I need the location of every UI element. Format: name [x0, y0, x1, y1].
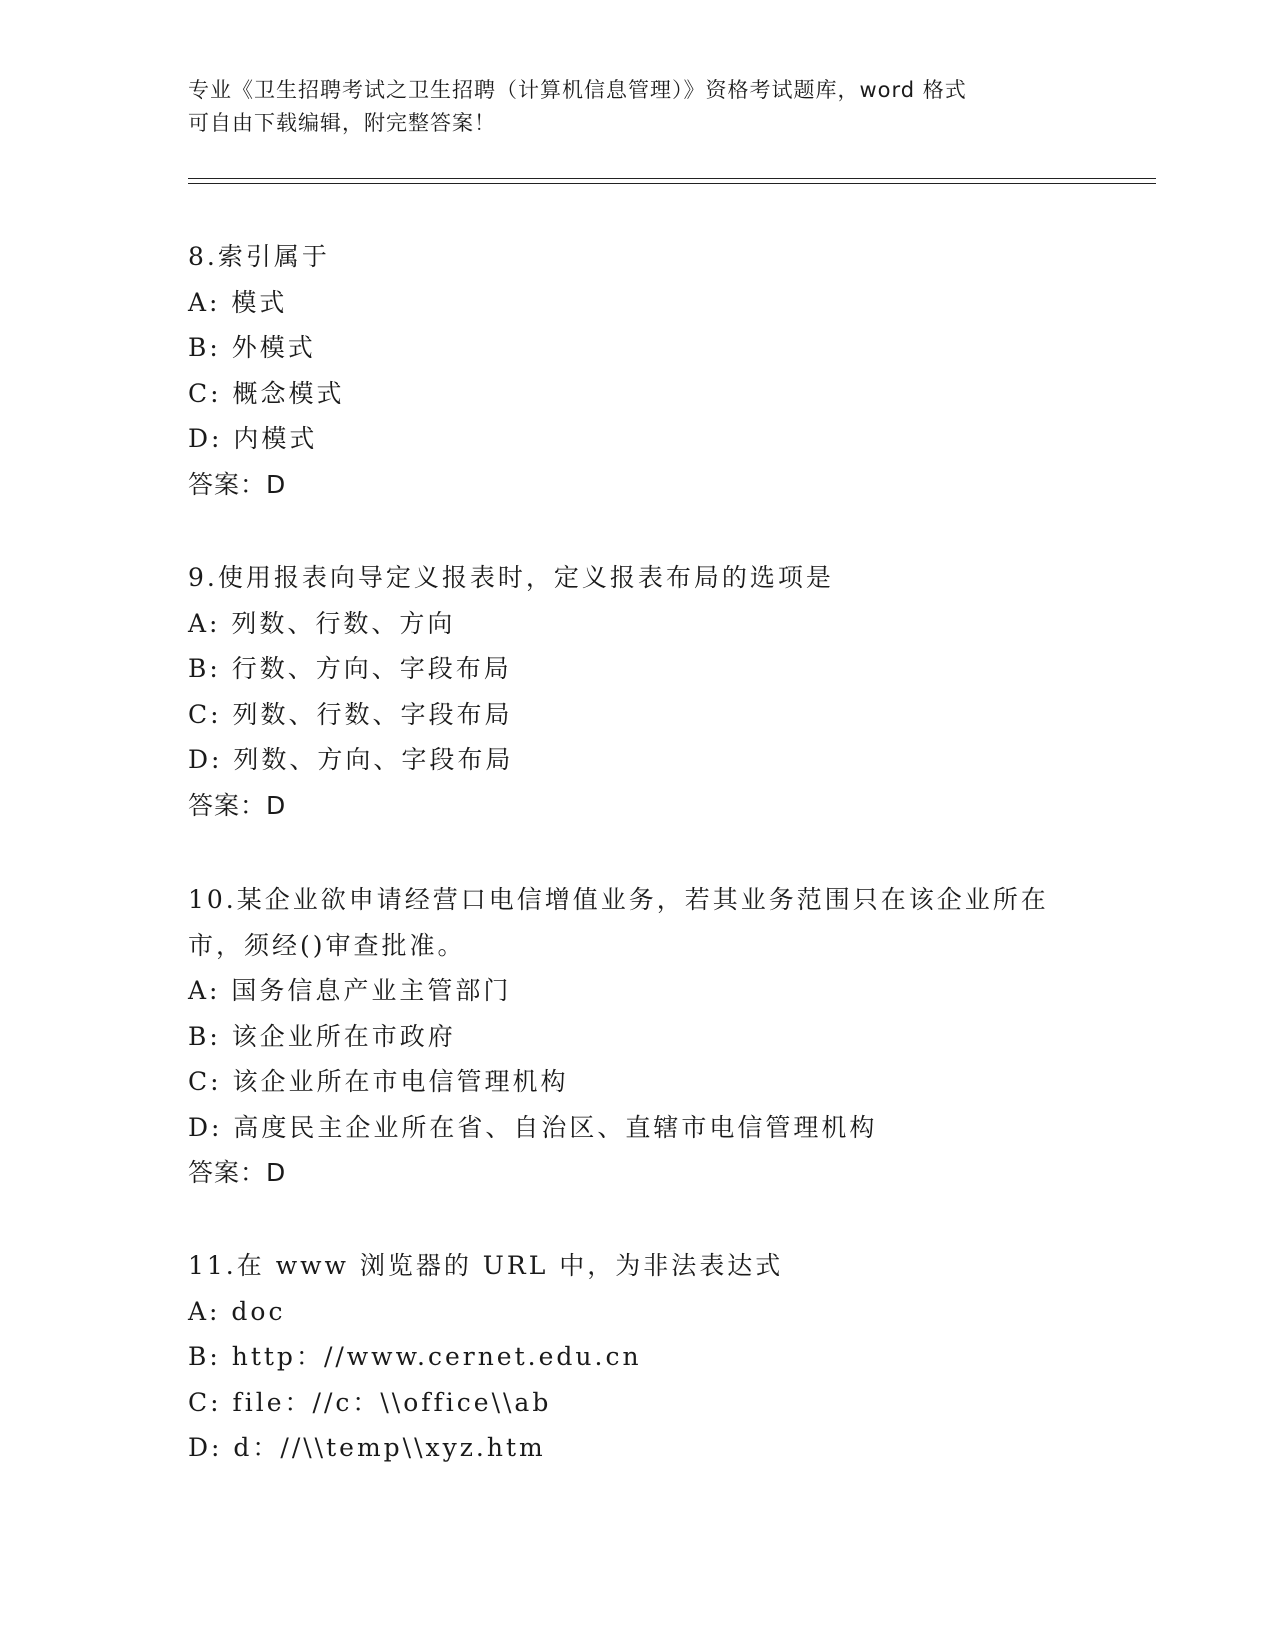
- question-8: [188, 234, 1088, 507]
- question-stem: 9.使用报表向导定义报表时，定义报表布局的选项是: [188, 563, 834, 592]
- option-c: C: 列数、行数、字段布局: [188, 699, 513, 729]
- question-10: [188, 877, 1088, 1196]
- option-a: A: 国务信息产业主管部门: [188, 976, 512, 1005]
- option-b: B: 行数、方向、字段布局: [188, 654, 512, 683]
- option-a: A: 列数、行数、方向: [188, 608, 456, 638]
- question-11: [188, 1243, 1088, 1471]
- option-a: A: 模式: [188, 287, 288, 317]
- option-d: D: 内模式: [188, 424, 318, 453]
- header-divider-bottom: [188, 183, 1156, 184]
- option-d: D: d：//\\temp\\xyz.htm: [188, 1433, 546, 1462]
- option-b: B: http：//www.cernet.edu.cn: [188, 1342, 642, 1371]
- question-9: [188, 555, 1088, 828]
- option-d: D: 列数、方向、字段布局: [188, 745, 514, 774]
- question-stem-line-2: 市，须经()审查批准。: [188, 930, 466, 960]
- answer-label: 答案：D: [188, 790, 287, 820]
- option-c: C: file：//c：\\office\\ab: [188, 1387, 552, 1417]
- answer-label: 答案：D: [188, 1158, 287, 1187]
- document-header: [188, 74, 1088, 140]
- header-divider-top: [188, 178, 1156, 179]
- option-c: C: 概念模式: [188, 378, 345, 408]
- option-b: B: 外模式: [188, 333, 316, 362]
- answer-label: 答案：D: [188, 469, 287, 499]
- option-b: B: 该企业所在市政府: [188, 1021, 456, 1051]
- option-c: C: 该企业所在市电信管理机构: [188, 1067, 569, 1096]
- question-stem-line-1: 10.某企业欲申请经营口电信增值业务，若其业务范围只在该企业所在: [188, 885, 1049, 914]
- header-line-2: 可自由下载编辑，附完整答案！: [188, 111, 496, 135]
- header-line-1: 专业《卫生招聘考试之卫生招聘（计算机信息管理）》资格考试题库，word 格式: [188, 78, 967, 102]
- option-d: D: 高度民主企业所在省、自治区、直辖市电信管理机构: [188, 1112, 878, 1142]
- option-a: A: doc: [188, 1296, 286, 1326]
- question-stem: 8.索引属于: [188, 242, 330, 271]
- question-stem: 11.在 www 浏览器的 URL 中，为非法表达式: [188, 1251, 784, 1280]
